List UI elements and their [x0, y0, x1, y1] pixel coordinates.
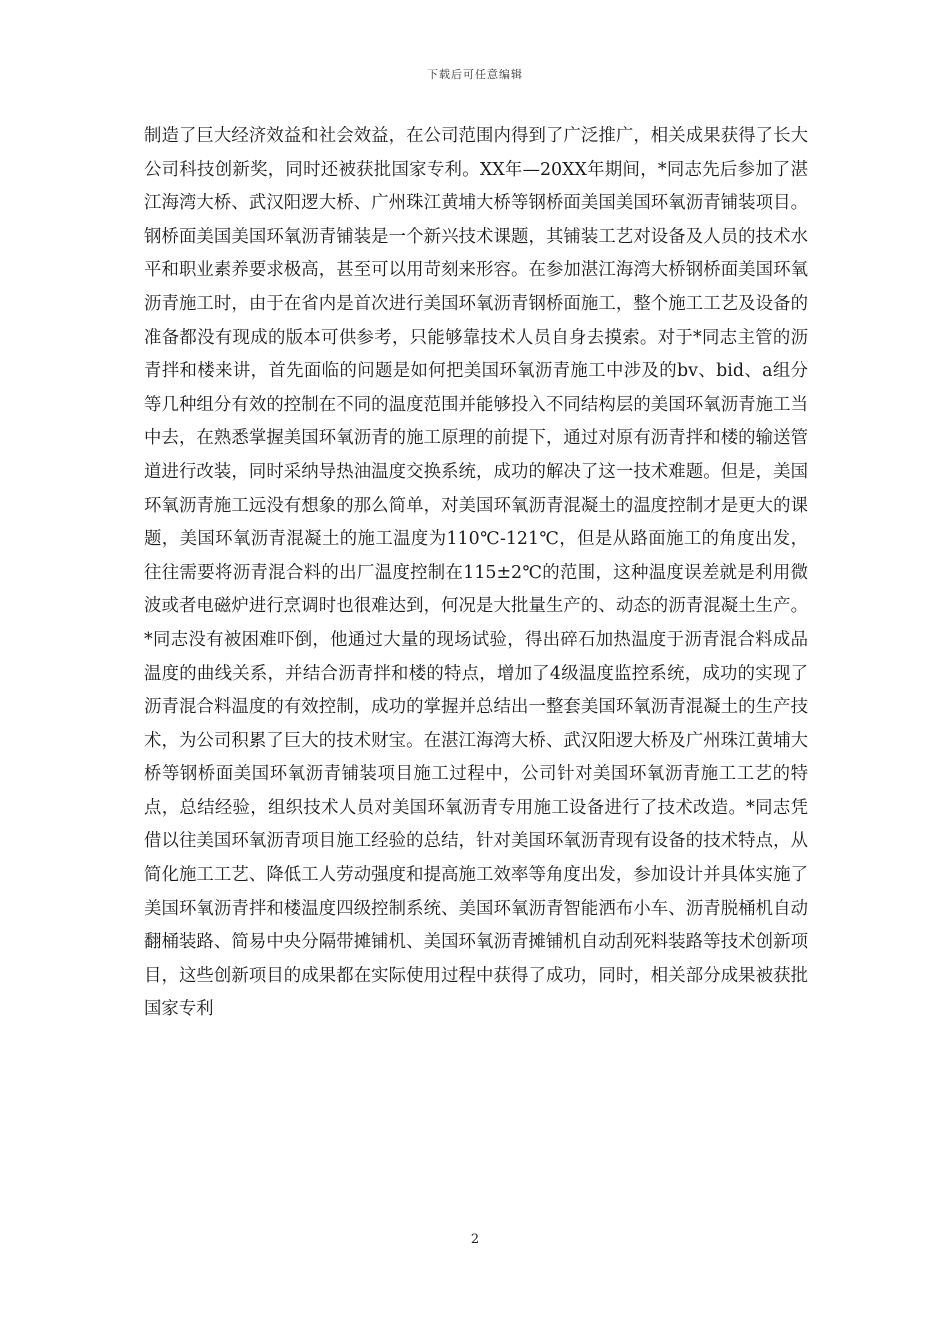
page-header: 下载后可任意编辑 [427, 68, 523, 81]
body-paragraph: 制造了巨大经济效益和社会效益，在公司范围内得到了广泛推广，相关成果获得了长大公司科技创新奖，同时还被获批国家专利。XX年—20XX年期间，*同志先后参加了湛江海湾大桥、武汉阳逻大桥、广州珠江黄埔大桥等钢桥面美国美国环氧沥青铺装项目。钢桥面美国美国环氧沥青铺装是一个新兴技术课题，其铺装工艺对设备及人员的技术水平和职业素养要求极高，甚至可以用苛刻来形容。在参加湛江海湾大桥钢桥面美国环氧沥青施工时，由于在省内是首次进行美国环氧沥青钢桥面施工，整个施工工艺及设备的准备都没有现成的版本可供参考，只能够靠技术人员自身去摸索。对于*同志主管的沥青拌和楼来讲，首先面临的问题是如何把美国环氧沥青施工中涉及的bv、bid、a组分等几种组分有效的控制在不同的温度范围并能够投入不同结构层的美国环氧沥青施工当中去，在熟悉掌握美国环氧沥青的施工原理的前提下，通过对原有沥青拌和楼的输送管道进行改装，同时采纳导热油温度交换系统，成功的解决了这一技术难题。但是，美国环氧沥青施工远没有想象的那么简单，对美国环氧沥青混凝土的温度控制才是更大的课题，美国环氧沥青混凝土的施工温度为110℃-121℃，但是从路面施工的角度出发，往往需要将沥青混合料的出厂温度控制在115±2℃的范围，这种温度误差就是利用微波或者电磁炉进行烹调时也很难达到，何况是大批量生产的、动态的沥青混凝土生产。*同志没有被困难吓倒，他通过大量的现场试验，得出碎石加热温度于沥青混合料成品温度的曲线关系，并结合沥青拌和楼的特点，增加了4级温度监控系统，成功的实现了沥青混合料温度的有效控制，成功的掌握并总结出一整套美国环氧沥青混凝土的生产技术，为公司积累了巨大的技术财宝。在湛江海湾大桥、武汉阳逻大桥及广州珠江黄埔大桥等钢桥面美国环氧沥青铺装项目施工过程中，公司针对美国环氧沥青施工工艺的特点，总结经验，组织技术人员对美国环氧沥青专用施工设备进行了技术改造。*同志凭借以往美国环氧沥青项目施工经验的总结，针对美国环氧沥青现有设备的技术特点，从简化施工工艺、降低工人劳动强度和提高施工效率等角度出发，参加设计并具体实施了美国环氧沥青拌和楼温度四级控制系统、美国环氧沥青智能洒布小车、沥青脱桶机自动翻桶装路、简易中央分隔带摊铺机、美国环氧沥青摊铺机自动刮死料装路等技术创新项目，这些创新项目的成果都在实际使用过程中获得了成功，同时，相关部分成果被获批国家专利 [144, 126, 808, 1020]
page-number: 2 [470, 1232, 480, 1247]
